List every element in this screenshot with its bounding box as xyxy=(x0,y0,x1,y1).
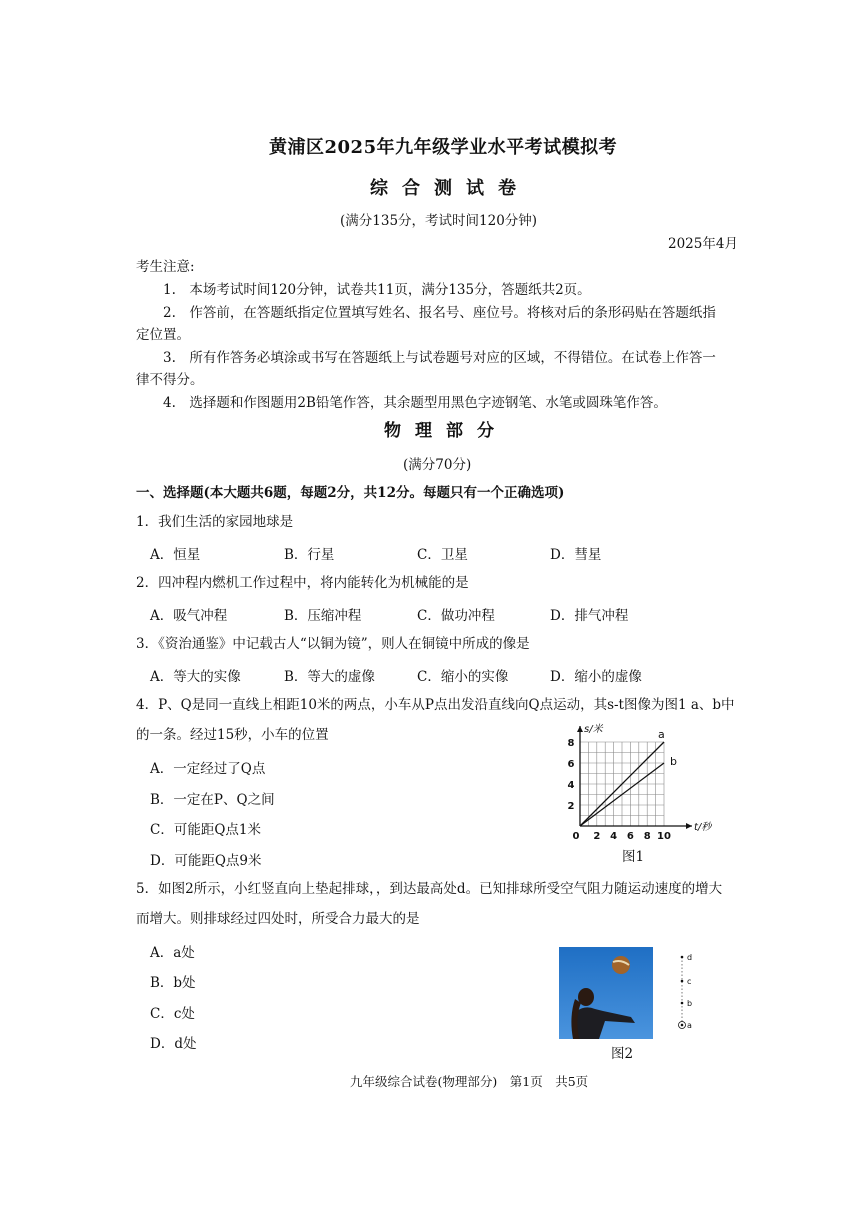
notice-item-4: 4. 选择题和作图题用2B铅笔作答，其余题型用黑色字迹钢笔、水笔或圆珠笔作答。 xyxy=(163,395,667,411)
x-axis-label: t/秒 xyxy=(694,822,712,833)
question-5-stem-cont: 而增大。则排球经过四处时，所受合力最大的是 xyxy=(136,911,420,927)
question-5-stem: 5．如图2所示，小红竖直向上垫起排球，，到达最高处d。已知排球所受空气阻力随运动速度的增大 xyxy=(136,881,723,897)
q1-option-c[interactable]: C．卫星 xyxy=(417,547,468,563)
q3-option-c[interactable]: C．缩小的实像 xyxy=(417,669,509,685)
q5-option-c[interactable]: C．c处 xyxy=(150,1006,195,1022)
x-tick-label: 2 xyxy=(593,831,601,842)
question-1-stem: 1．我们生活的家园地球是 xyxy=(136,514,294,530)
point-a xyxy=(681,1024,684,1027)
physics-score: (满分70分) xyxy=(403,457,472,473)
exam-title: 黄浦区2025年九年级学业水平考试模拟考 xyxy=(269,137,618,158)
q5-option-b[interactable]: B．b处 xyxy=(150,975,196,991)
x-tick-label: 8 xyxy=(643,831,651,842)
q1-option-a[interactable]: A．恒星 xyxy=(150,547,201,563)
page-footer: 九年级综合试卷(物理部分) 第1页 共5页 xyxy=(350,1074,589,1089)
x-tick-label: 4 xyxy=(610,831,618,842)
q4-option-a[interactable]: A．一定经过了Q点 xyxy=(150,761,266,777)
y-tick-label: 2 xyxy=(567,801,575,812)
q3-option-a[interactable]: A．等大的实像 xyxy=(150,669,241,685)
point-c xyxy=(681,980,684,983)
x-axis-arrow-icon xyxy=(686,823,692,829)
physics-title: 物理部分 xyxy=(384,421,508,441)
q3-option-d[interactable]: D．缩小的虚像 xyxy=(550,669,642,685)
notice-item-3: 3. 所有作答务必填涂或书写在答题纸上与试卷题号对应的区域，不得错位。在试卷上作答一 xyxy=(163,350,716,366)
q2-option-c[interactable]: C．做功冲程 xyxy=(417,608,495,624)
notice-item-2-cont: 定位置。 xyxy=(136,327,190,343)
question-3-stem: 3．《资治通鉴》中记载古人“以铜为镜”，则人在铜镜中所成的像是 xyxy=(136,636,530,652)
q4-option-b[interactable]: B．一定在P、Q之间 xyxy=(150,792,275,808)
question-4-stem: 4．P、Q是同一直线上相距10米的两点，小车从P点出发沿直线向Q点运动，其s-t图像为图1 a、b中 xyxy=(136,697,735,713)
q5-option-a[interactable]: A．a处 xyxy=(150,945,195,961)
q2-option-b[interactable]: B．压缩冲程 xyxy=(284,608,362,624)
q4-option-d[interactable]: D．可能距Q点9米 xyxy=(150,853,262,869)
question-2-stem: 2．四冲程内燃机工作过程中，将内能转化为机械能的是 xyxy=(136,575,469,591)
y-tick-label: 6 xyxy=(567,759,575,770)
y-tick-label: 4 xyxy=(567,780,575,791)
exam-subtitle: 综合测试卷 xyxy=(370,178,530,199)
figure-2-volleyball-photo xyxy=(559,947,653,1039)
q3-option-b[interactable]: B．等大的虚像 xyxy=(284,669,375,685)
question-4-stem-cont: 的一条。经过15秒，小车的位置 xyxy=(136,727,329,743)
point-label-b: b xyxy=(687,999,693,1008)
point-b xyxy=(681,1002,684,1005)
q2-option-a[interactable]: A．吸气冲程 xyxy=(150,608,228,624)
point-label-d: d xyxy=(687,953,693,962)
y-axis-label: s/米 xyxy=(584,724,603,735)
x-tick-label: 10 xyxy=(657,831,671,842)
figure-2-caption: 图2 xyxy=(611,1046,634,1062)
full-score-note: (满分135分，考试时间120分钟) xyxy=(340,213,538,229)
point-label-a: a xyxy=(687,1021,692,1030)
notice-heading: 考生注意: xyxy=(136,259,195,275)
figure-1-st-graph xyxy=(560,722,720,842)
series-label-b: b xyxy=(670,755,677,768)
point-d xyxy=(681,956,684,959)
q5-option-d[interactable]: D．d处 xyxy=(150,1036,197,1052)
figure-1-caption: 图1 xyxy=(622,849,645,865)
q2-option-d[interactable]: D．排气冲程 xyxy=(550,608,629,624)
q1-option-d[interactable]: D．彗星 xyxy=(550,547,602,563)
notice-item-1: 1. 本场考试时间120分钟，试卷共11页，满分135分，答题纸共2页。 xyxy=(163,282,591,298)
y-axis-arrow-icon xyxy=(577,726,583,732)
notice-item-2: 2. 作答前，在答题纸指定位置填写姓名、报名号、座位号。将核对后的条形码贴在答题纸指 xyxy=(163,305,716,321)
exam-date: 2025年4月 xyxy=(668,236,738,252)
notice-item-3-cont: 律不得分。 xyxy=(136,372,204,388)
series-label-a: a xyxy=(658,728,665,741)
point-label-c: c xyxy=(687,977,692,986)
q1-option-b[interactable]: B．行星 xyxy=(284,547,335,563)
figure-2-trajectory xyxy=(674,949,698,1035)
origin-label: 0 xyxy=(572,831,580,842)
section-heading: 一、选择题(本大题共6题，每题2分，共12分。每题只有一个正确选项) xyxy=(136,485,565,501)
x-tick-label: 6 xyxy=(626,831,634,842)
y-tick-label: 8 xyxy=(567,738,575,749)
q4-option-c[interactable]: C．可能距Q点1米 xyxy=(150,822,261,838)
